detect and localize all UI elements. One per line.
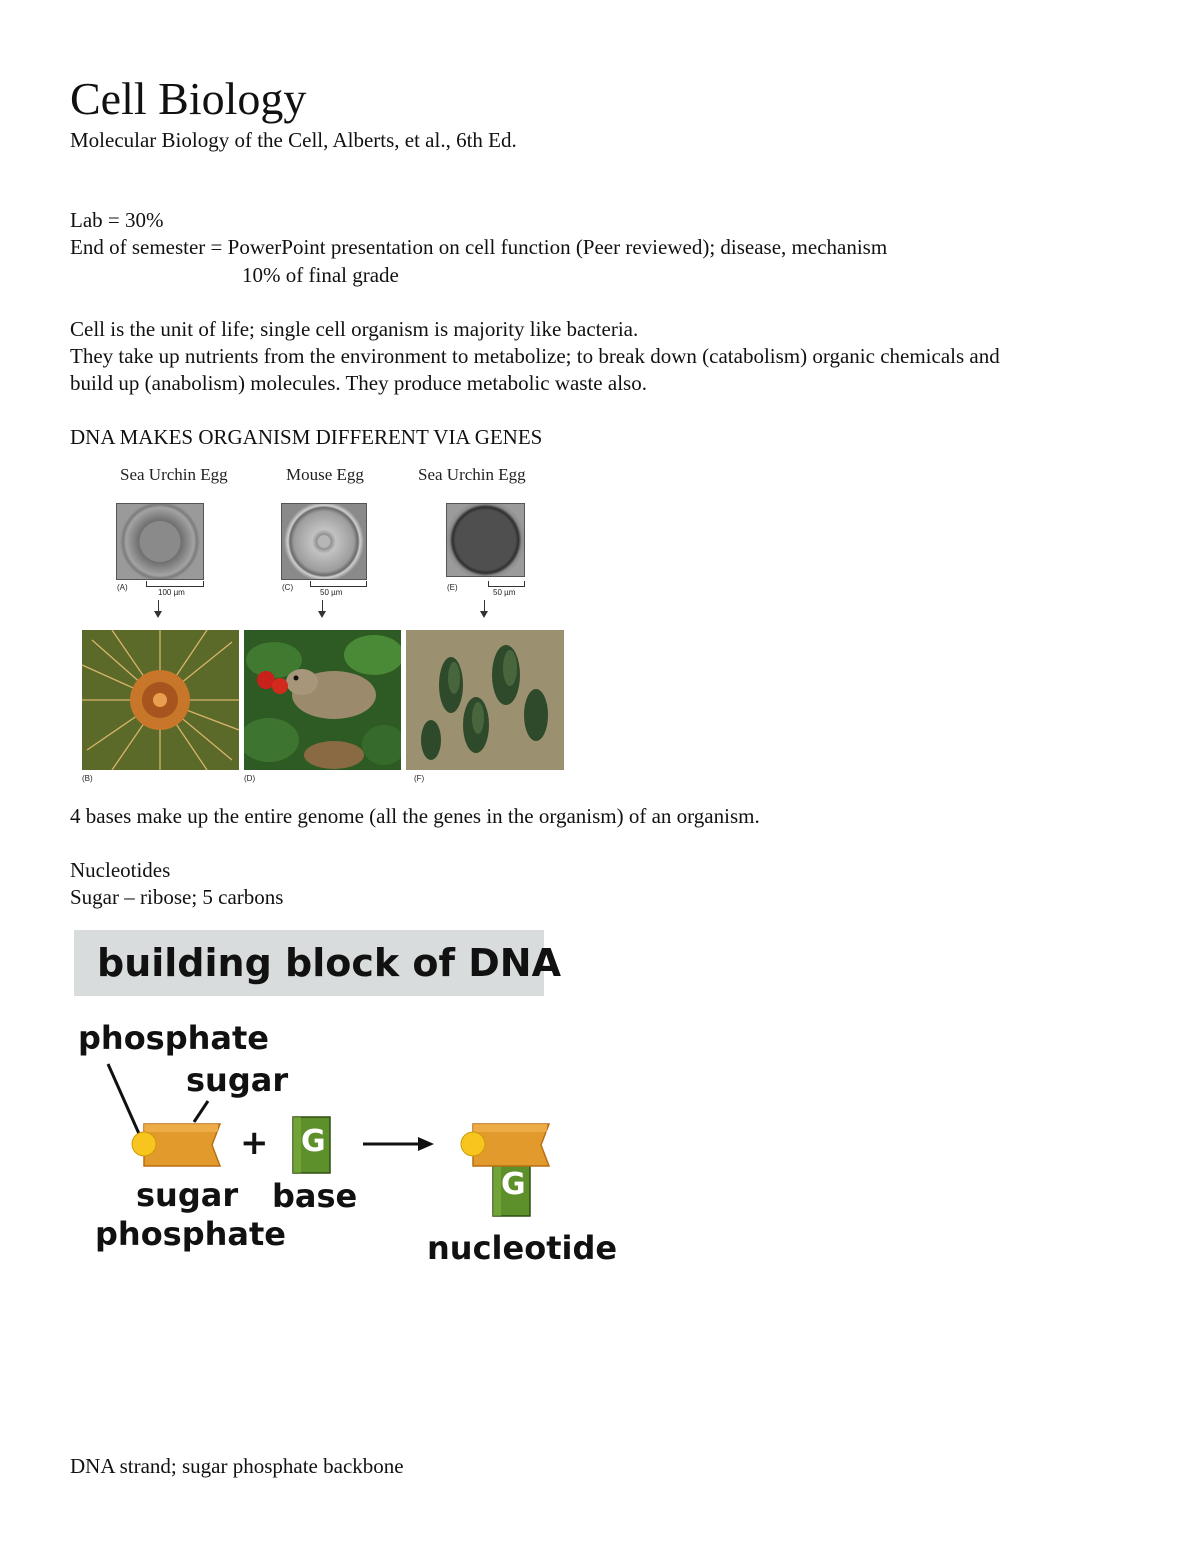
sugar-phosphate-label-line-1: sugar	[136, 1176, 239, 1214]
genome-line: 4 bases make up the entire genome (all the genes in the organism) of an organism.	[70, 804, 760, 828]
egg-caption-3: Sea Urchin Egg	[418, 465, 526, 484]
section-heading: DNA MAKES ORGANISM DIFFERENT VIA GENES	[70, 425, 543, 449]
scale-label-2: 50 µm	[320, 588, 343, 597]
arrow-down-icon	[484, 600, 485, 616]
sea-urchin-egg-micrograph-2	[446, 503, 525, 577]
intro-line-1: Cell is the unit of life; single cell organism is majority like bacteria.	[70, 317, 639, 341]
footer-line: DNA strand; sugar phosphate backbone	[70, 1454, 404, 1478]
arrow-down-icon	[158, 600, 159, 616]
panel-label-f: (F)	[414, 774, 425, 783]
lab-weight: Lab = 30%	[70, 208, 164, 232]
nucleotide-label: nucleotide	[427, 1229, 618, 1267]
egg-caption-1: Sea Urchin Egg	[120, 465, 228, 484]
scale-bar-1	[146, 581, 204, 587]
nucleotide-base-letter: G	[501, 1167, 526, 1202]
sugar-phosphate-label-line-2: phosphate	[95, 1215, 286, 1253]
base-label: base	[272, 1177, 358, 1215]
egg-caption-2: Mouse Egg	[286, 465, 364, 484]
figure-banner-title: building block of DNA	[97, 941, 561, 985]
panel-label-c: (C)	[282, 583, 294, 592]
sea-urchin-adult-photo	[406, 630, 564, 770]
intro-line-2: They take up nutrients from the environment to metabolize; to break down (catabolism) organic chemicals and	[70, 344, 1000, 368]
phosphate-leader-line	[108, 1064, 140, 1136]
scale-label-3: 50 µm	[493, 588, 516, 597]
sea-urchin-photo	[82, 630, 239, 770]
panel-label-a: (A)	[117, 583, 128, 592]
end-of-semester-note: End of semester = PowerPoint presentation on cell function (Peer reviewed); disease, mechanism	[70, 235, 888, 259]
base-letter: G	[301, 1124, 326, 1159]
sugar-leader-line	[194, 1101, 208, 1122]
nucleotides-heading: Nucleotides	[70, 858, 171, 882]
panel-label-d: (D)	[244, 774, 256, 783]
dna-building-block-figure	[74, 930, 618, 1270]
final-grade-note: 10% of final grade	[242, 263, 399, 287]
page-title: Cell Biology	[70, 73, 307, 124]
arrow-down-icon	[322, 600, 323, 616]
mouse-egg-micrograph	[281, 503, 367, 580]
sugar-phosphate-molecule	[132, 1124, 220, 1166]
reaction-arrow-icon	[363, 1137, 434, 1151]
sugar-line: Sugar – ribose; 5 carbons	[70, 885, 284, 909]
sugar-label: sugar	[186, 1061, 289, 1099]
plus-sign: +	[240, 1123, 269, 1163]
panel-label-e: (E)	[447, 583, 458, 592]
egg-figure	[80, 460, 570, 790]
sea-urchin-egg-micrograph-1	[116, 503, 204, 580]
mouse-photo	[244, 630, 401, 770]
scale-bar-3	[488, 581, 525, 587]
phosphate-label: phosphate	[78, 1019, 269, 1057]
panel-label-b: (B)	[82, 774, 93, 783]
scale-label-1: 100 µm	[158, 588, 185, 597]
intro-line-3: build up (anabolism) molecules. They produce metabolic waste also.	[70, 371, 647, 395]
scale-bar-2	[310, 581, 367, 587]
textbook-reference: Molecular Biology of the Cell, Alberts, et al., 6th Ed.	[70, 128, 517, 152]
